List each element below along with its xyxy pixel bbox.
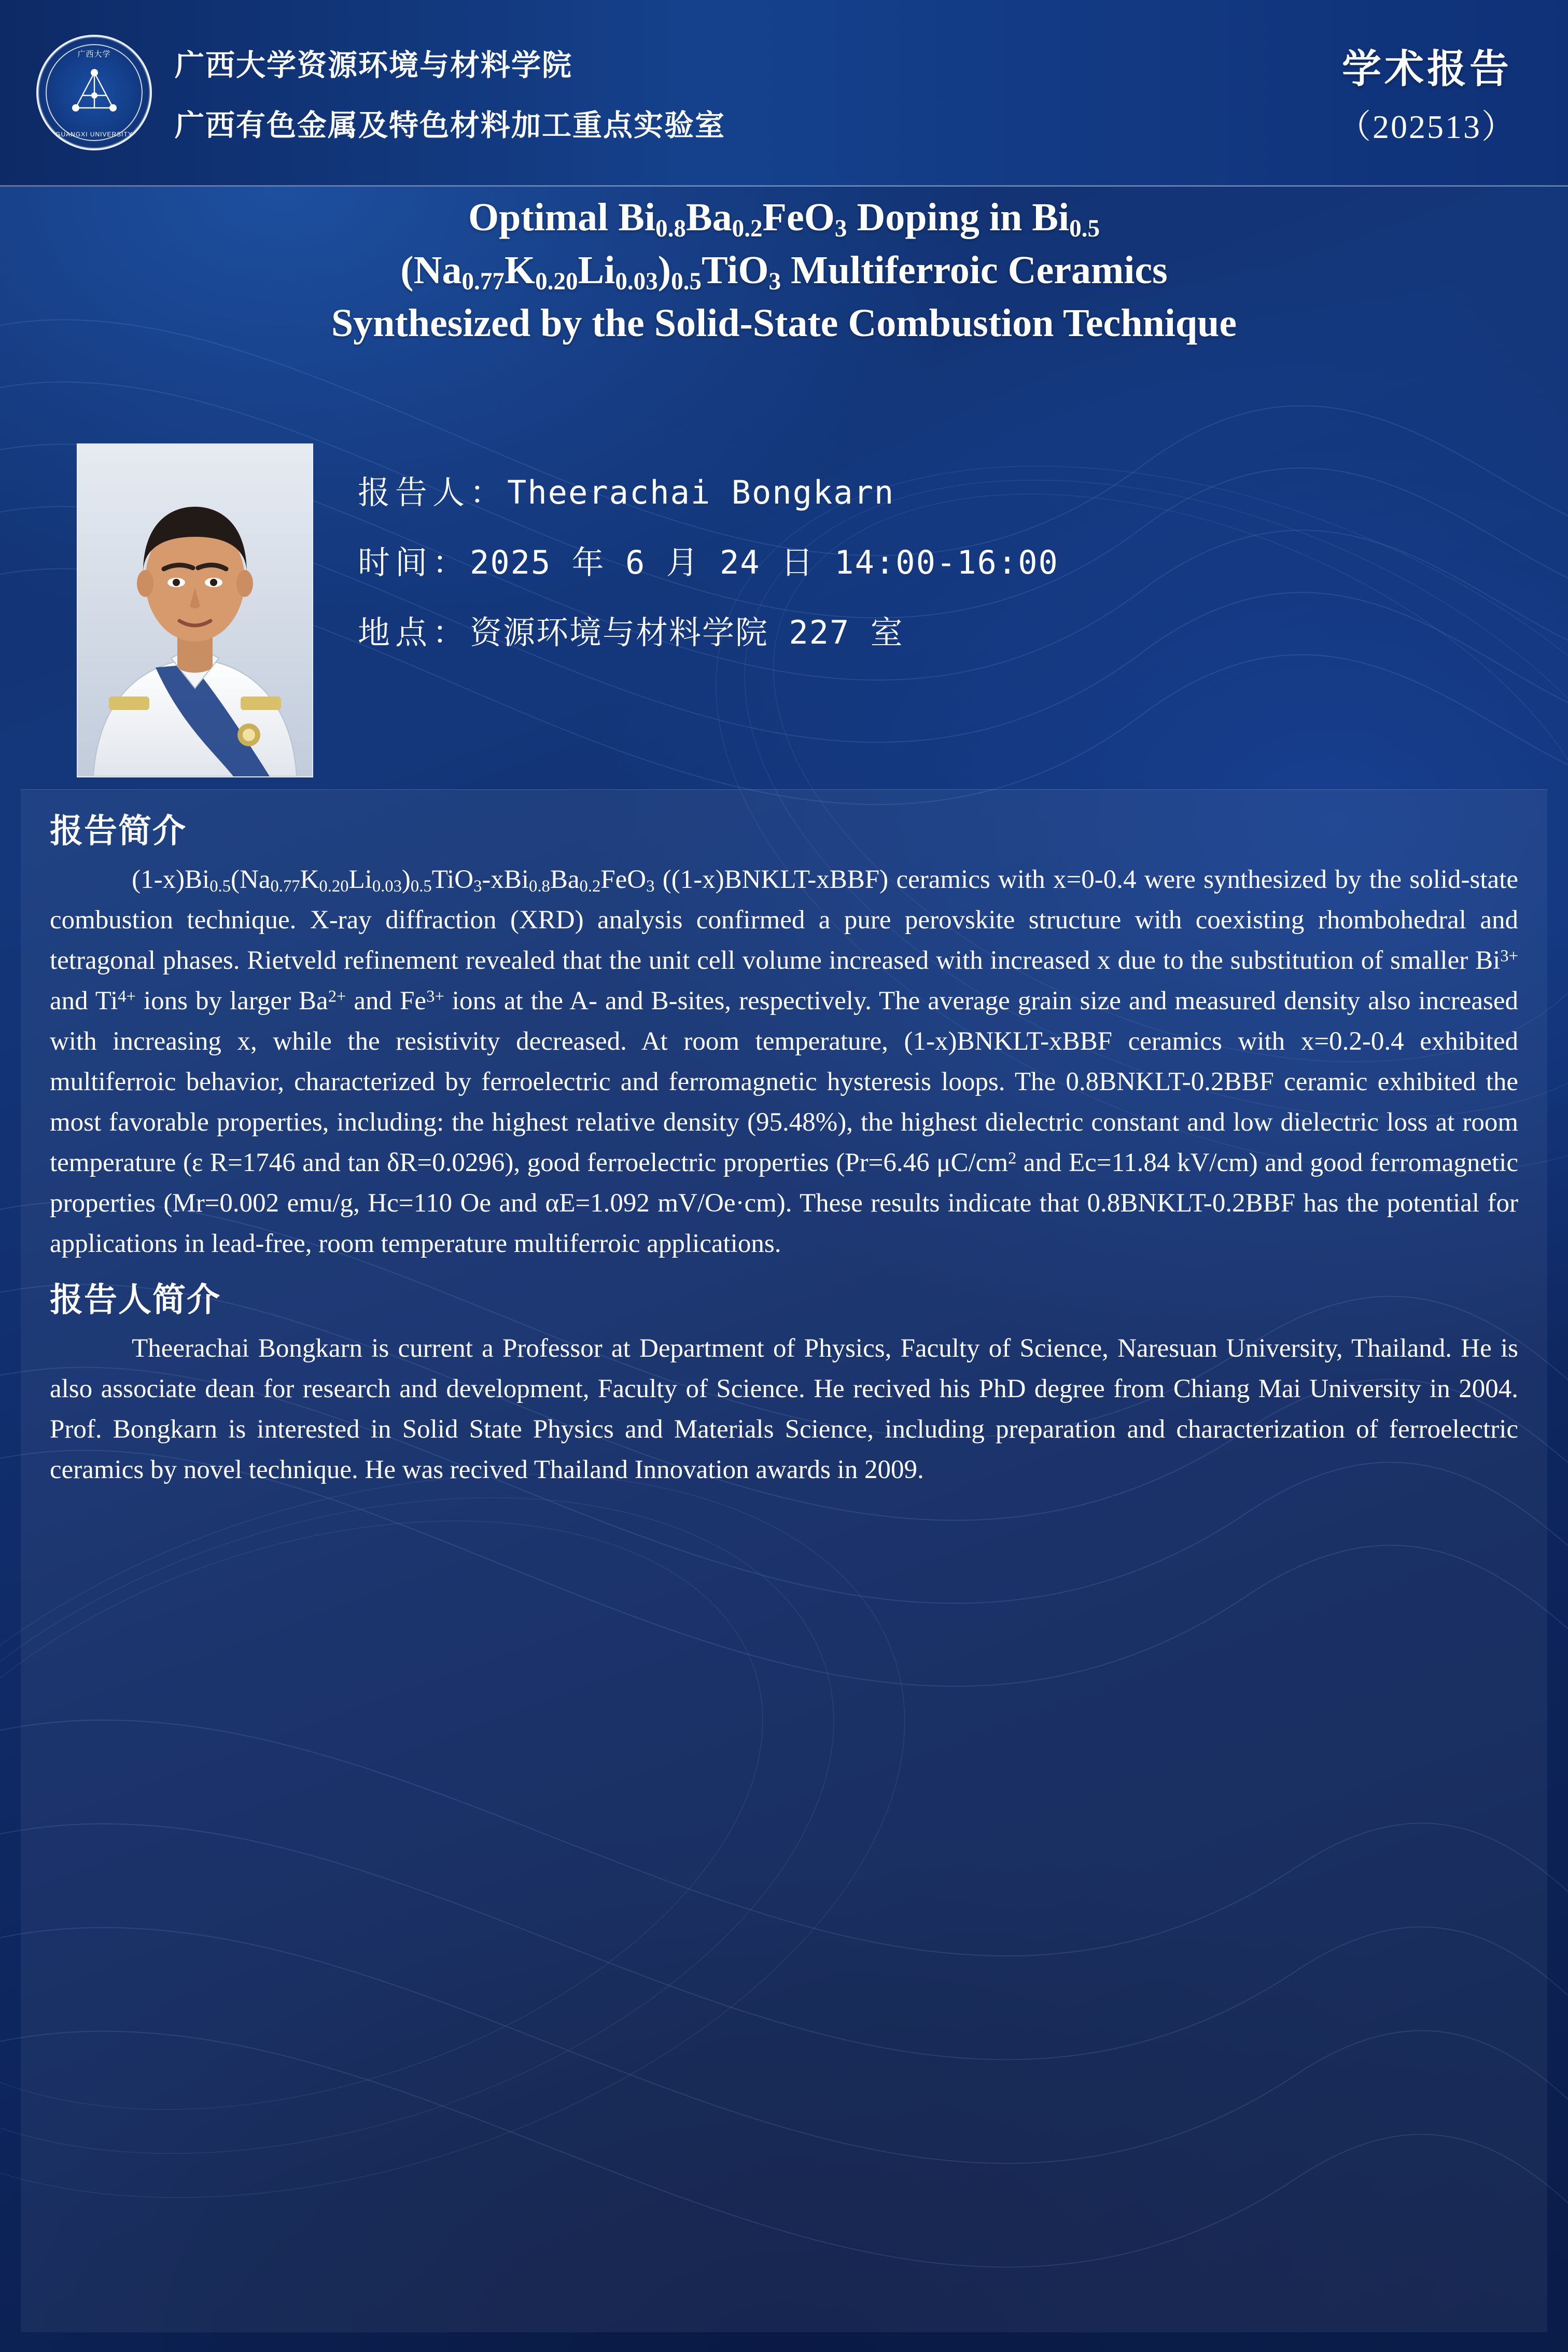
meta-venue-label: 地点： [358, 614, 470, 651]
meta-venue-value: 资源环境与材料学院 227 室 [470, 614, 904, 651]
title-seg: ) [657, 248, 671, 293]
abstract-sub: 0.2 [579, 877, 601, 896]
title-sub: 0.77 [461, 268, 505, 295]
org-line-college: 广西大学资源环境与材料学院 [175, 48, 572, 82]
abstract-seg: Ba [550, 865, 580, 894]
title-line-1 [36, 192, 1532, 245]
abstract-sup: 2 [1008, 1149, 1017, 1168]
abstract-seg: ) [401, 865, 411, 894]
logo-text-bottom: GUANGXI UNIVERSITY [55, 131, 133, 138]
title-line-2 [36, 245, 1532, 298]
abstract-sub: 0.03 [372, 877, 402, 896]
lecture-title [0, 192, 1568, 349]
title-seg: Multiferroic Ceramics [781, 248, 1168, 293]
title-seg: Optimal Bi [468, 196, 656, 239]
university-logo [36, 35, 152, 150]
abstract-seg: -xBi [482, 865, 529, 894]
abstract-seg: Li [348, 865, 372, 894]
abstract-paragraph [50, 859, 1518, 1264]
header-organization [175, 41, 725, 144]
abstract-sub: 3 [473, 877, 482, 896]
abstract-sub: 0.5 [410, 877, 432, 896]
abstract-sub: 3 [646, 877, 655, 896]
abstract-seg: and Fe [346, 986, 427, 1016]
title-sub: 0.5 [1069, 215, 1100, 242]
speaker-photo [77, 443, 313, 777]
abstract-seg: (1-x)Bi [132, 865, 210, 894]
speaker-bio-heading: 报告人简介 [50, 1281, 221, 1319]
abstract-sub: 0.8 [529, 877, 550, 896]
title-sub: 0.20 [535, 268, 578, 295]
title-sub: 3 [768, 268, 781, 295]
abstract-seg: TiO [431, 865, 474, 894]
meta-time [358, 537, 1524, 583]
abstract-seg: ((1-x)BNKLT-xBBF) ceramics with x=0-0.4 were synthesized by the solid-state combustion technique. X-ray diffraction (XRD) analysis confirmed a pure perovskite structure with coexisting rhombohedral and tetragonal phases. Rietveld refinement revealed that the unit cell volume increased with increased x due to the substitution of smaller Bi [50, 865, 1518, 976]
poster-header [0, 0, 1568, 187]
abstract-seg: and Ec=11.84 kV/cm) and good ferromagnetic properties (Mr=0.002 emu/g, Hc=110 Oe and αE=1.092 mV/Oe·cm). These results indicate that 0.8BNKLT-0.2BBF has the potential for applications in lead-free, room temperature multiferroic applications. [50, 1148, 1518, 1259]
abstract-seg: FeO [600, 865, 647, 894]
meta-time-value: 2025 年 6 月 24 日 14:00-16:00 [470, 544, 1059, 581]
speaker-bio-paragraph: Theerachai Bongkarn is current a Professor at Department of Physics, Faculty of Science, Naresuan University, Thailand. He is also associate dean for research and development, Faculty of Science. He recived his PhD degree from Chiang Mai University in 2004. Prof. Bongkarn is interested in Solid State Physics and Materials Science, including preparation and characterization of ferroelectric ceramics by novel technique. He was recived Thailand Innovation awards in 2009. [50, 1334, 1518, 1485]
meta-speaker [358, 467, 1524, 513]
abstract-seg: ions at the A- and B-sites, respectively. The average grain size and measured density also increased with increasing x, while the resistivity decreased. At room temperature, (1-x)BNKLT-xBBF ceramics with x=0.2-0.4 exhibited multiferroic behavior, characterized by ferroelectric and ferromagnetic hysteresis loops. The 0.8BNKLT-0.2BBF ceramic exhibited the most favorable properties, including: the highest relative density (95.48%), the highest dielectric constant and low dielectric loss at room temperature (ε R=1746 and tan δR=0.0296), good ferroelectric properties (Pr=6.46 μC/cm [50, 986, 1519, 1178]
title-sub: 0.2 [732, 215, 763, 242]
logo-text-top: 广西大学 [77, 50, 111, 59]
content-panel [21, 789, 1547, 2332]
title-sub: 0.03 [615, 268, 658, 295]
abstract-sup: 2+ [328, 987, 346, 1006]
lecture-meta [358, 467, 1524, 653]
report-type-label: 学术报告 [1342, 47, 1512, 91]
title-sub: 0.5 [671, 268, 702, 295]
logo-emblem-icon [66, 68, 122, 117]
abstract-sup: 4+ [118, 987, 136, 1006]
abstract-sub: 0.5 [209, 877, 231, 896]
header-report-badge [1338, 37, 1537, 148]
title-seg: K [504, 248, 536, 293]
meta-speaker-label: 报告人： [358, 474, 508, 511]
title-seg: FeO [762, 196, 835, 239]
abstract-sup: 3+ [426, 987, 444, 1006]
abstract-sup: 3+ [1500, 947, 1518, 966]
abstract-heading: 报告简介 [50, 812, 187, 850]
report-number-label: （202513） [1338, 108, 1516, 145]
abstract-seg: and Ti [50, 986, 118, 1016]
title-sub: 3 [834, 215, 847, 242]
title-seg: Ba [685, 196, 732, 239]
meta-venue [358, 607, 1524, 653]
org-line-lab: 广西有色金属及特色材料加工重点实验室 [175, 108, 725, 142]
title-seg: (Na [400, 248, 462, 293]
title-seg: Li [578, 248, 615, 293]
title-sub: 0.8 [655, 215, 686, 242]
abstract-sub: 0.77 [270, 877, 300, 896]
abstract-seg: ions by larger Ba [135, 986, 328, 1016]
title-line-3: Synthesized by the Solid-State Combustion Technique [331, 301, 1237, 345]
abstract-seg: K [300, 865, 319, 894]
meta-time-label: 时间： [358, 544, 470, 581]
meta-speaker-value: Theerachai Bongkarn [507, 474, 895, 511]
title-seg: TiO [701, 248, 769, 293]
abstract-seg: (Na [231, 865, 271, 894]
title-seg: Doping in Bi [847, 196, 1070, 239]
abstract-sub: 0.20 [319, 877, 349, 896]
